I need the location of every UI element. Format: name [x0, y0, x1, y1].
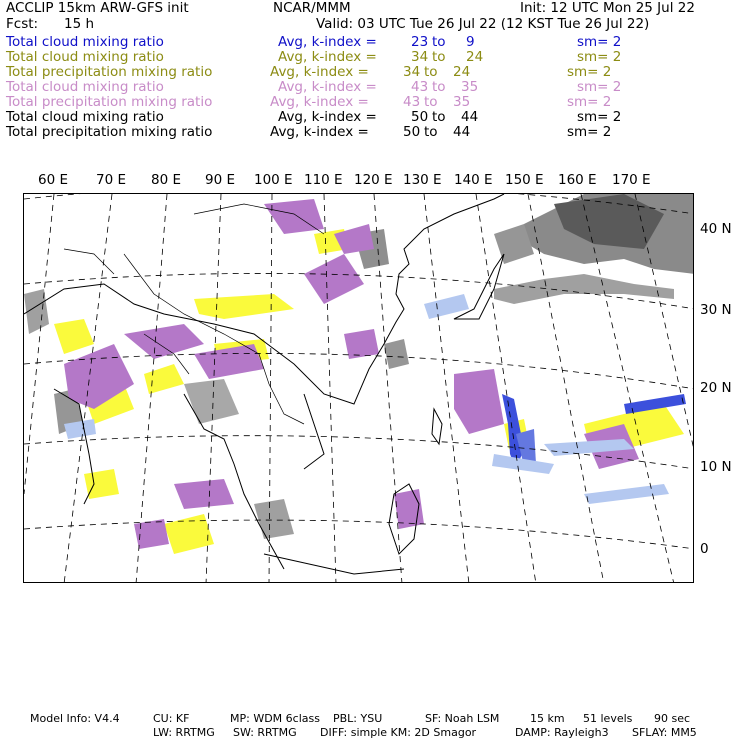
footer-levels: 51 levels [583, 712, 633, 725]
smoothing: sm= 2 [577, 34, 622, 50]
footer-damp: DAMP: Rayleigh3 [515, 726, 609, 739]
k-index-from: 43 [411, 79, 429, 95]
model-title: ACCLIP 15km ARW-GFS init [6, 0, 189, 16]
field-row [6, 95, 731, 110]
lat-label: 30 N [700, 302, 732, 318]
lat-label: 10 N [700, 459, 732, 475]
k-index-to: 9 [466, 34, 475, 50]
lon-label: 100 E [254, 172, 293, 188]
field-avg: Avg, k-index = [278, 49, 377, 65]
lon-label: 60 E [38, 172, 68, 188]
lat-label: 20 N [700, 380, 732, 396]
field-avg: Avg, k-index = [278, 34, 377, 50]
footer-diff: DIFF: simple KM: 2D Smagor [320, 726, 477, 739]
smoothing: sm= 2 [567, 64, 612, 80]
field-avg: Avg, k-index = [278, 109, 377, 125]
footer-pbl: PBL: YSU [333, 712, 383, 725]
k-index-from: 34 [411, 49, 429, 65]
lon-label: 110 E [304, 172, 343, 188]
field-avg: Avg, k-index = [270, 94, 369, 110]
field-avg: Avg, k-index = [278, 79, 377, 95]
smoothing: sm= 2 [567, 124, 612, 140]
k-index-from: 43 [403, 94, 421, 110]
k-index-to-word: to [432, 34, 446, 50]
lat-label: 0 [700, 541, 709, 557]
forecast-hour: 15 h [64, 16, 95, 32]
field-name: Total cloud mixing ratio [6, 34, 164, 50]
k-index-to: 35 [461, 79, 479, 95]
k-index-to-word: to [424, 124, 438, 140]
footer-cu: CU: KF [153, 712, 190, 725]
k-index-to-word: to [432, 49, 446, 65]
lon-label: 170 E [612, 172, 651, 188]
lon-label: 130 E [403, 172, 442, 188]
lon-label: 120 E [354, 172, 393, 188]
footer-resolution: 15 km [530, 712, 565, 725]
footer-sflay: SFLAY: MM5 [632, 726, 697, 739]
smoothing: sm= 2 [577, 79, 622, 95]
footer-sw: SW: RRTMG [233, 726, 297, 739]
footer-lw: LW: RRTMG [153, 726, 215, 739]
field-name: Total precipitation mixing ratio [6, 94, 213, 110]
field-row [6, 125, 731, 140]
k-index-to-word: to [432, 109, 446, 125]
smoothing: sm= 2 [567, 94, 612, 110]
k-index-to: 24 [453, 64, 471, 80]
forecast-label: Fcst: [6, 16, 39, 32]
map-panel [23, 193, 694, 583]
lon-label: 150 E [505, 172, 544, 188]
lon-label: 160 E [558, 172, 597, 188]
k-index-to: 24 [466, 49, 484, 65]
k-index-to-word: to [424, 64, 438, 80]
field-row [6, 80, 731, 95]
footer-mp: MP: WDM 6class [230, 712, 320, 725]
field-name: Total precipitation mixing ratio [6, 124, 213, 140]
init-time: Init: 12 UTC Mon 25 Jul 22 [520, 0, 695, 16]
field-name: Total cloud mixing ratio [6, 79, 164, 95]
k-index-to-word: to [424, 94, 438, 110]
lat-label: 40 N [700, 221, 732, 237]
field-row [6, 35, 731, 50]
field-name: Total precipitation mixing ratio [6, 64, 213, 80]
org-label: NCAR/MMM [273, 0, 351, 16]
field-name: Total cloud mixing ratio [6, 49, 164, 65]
k-index-from: 23 [411, 34, 429, 50]
smoothing: sm= 2 [577, 49, 622, 65]
k-index-to: 35 [453, 94, 471, 110]
footer-timestep: 90 sec [654, 712, 691, 725]
k-index-from: 50 [411, 109, 429, 125]
k-index-to: 44 [461, 109, 479, 125]
valid-time: Valid: 03 UTC Tue 26 Jul 22 (12 KST Tue 26 Jul 22) [316, 16, 650, 32]
k-index-from: 50 [403, 124, 421, 140]
lon-label: 140 E [454, 172, 493, 188]
lon-label: 90 E [205, 172, 235, 188]
field-row [6, 65, 731, 80]
field-avg: Avg, k-index = [270, 124, 369, 140]
footer-sf: SF: Noah LSM [425, 712, 500, 725]
smoothing: sm= 2 [577, 109, 622, 125]
field-name: Total cloud mixing ratio [6, 109, 164, 125]
lon-label: 80 E [151, 172, 181, 188]
field-avg: Avg, k-index = [270, 64, 369, 80]
k-index-from: 34 [403, 64, 421, 80]
k-index-to: 44 [453, 124, 471, 140]
field-row [6, 110, 731, 125]
cloud-shading-blue [64, 294, 686, 504]
field-row [6, 50, 731, 65]
footer-model-info: Model Info: V4.4 [30, 712, 120, 725]
lon-label: 70 E [96, 172, 126, 188]
k-index-to-word: to [432, 79, 446, 95]
map-canvas [24, 194, 694, 583]
